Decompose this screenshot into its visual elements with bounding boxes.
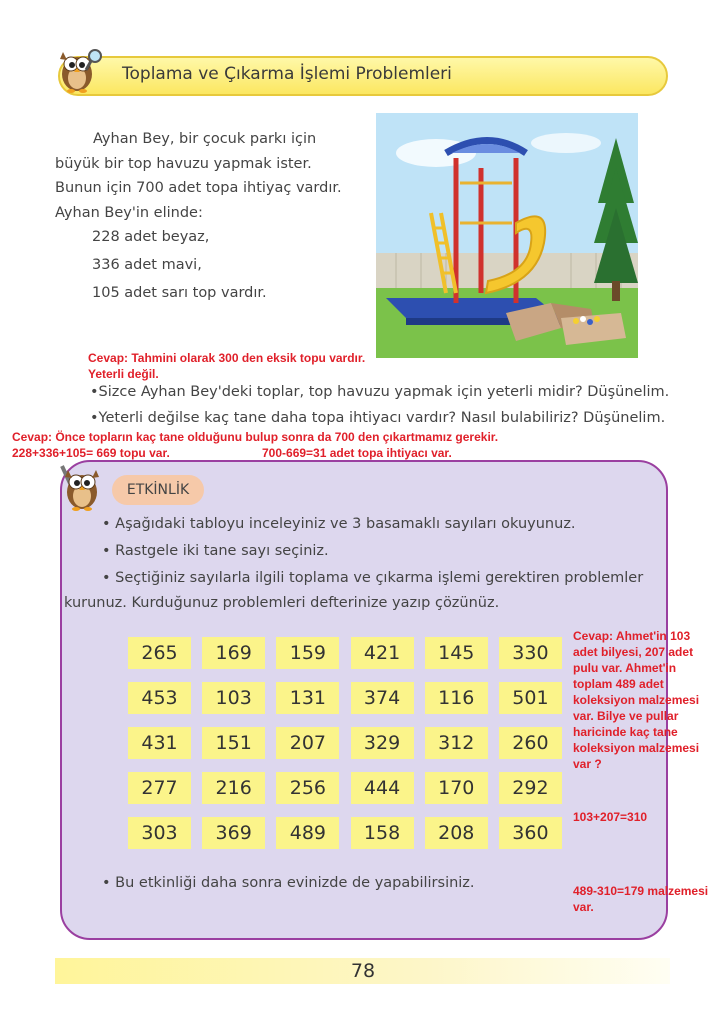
side-answer-calc2-end: var. [573, 900, 594, 914]
number-cell: 116 [425, 682, 488, 714]
activity-label: ETKİNLİK [112, 475, 204, 505]
question-how-many: •Yeterli değilse kaç tane daha topa ihtiyacı vardır? Nasıl bulabiliriz? Düşünelim. [90, 410, 666, 426]
side-answer-line: adet bilyesi, 207 adet [573, 645, 694, 659]
number-cell: 431 [128, 727, 191, 759]
number-cell: 421 [351, 637, 414, 669]
number-cell: 158 [351, 817, 414, 849]
side-answer-line: var. Bilye ve pullar [573, 709, 679, 723]
number-cell: 216 [202, 772, 265, 804]
number-cell: 103 [202, 682, 265, 714]
side-answer-problem [573, 628, 699, 772]
story-item-blue: 336 adet mavi, [92, 257, 202, 273]
number-cell: 265 [128, 637, 191, 669]
playground-illustration [376, 113, 638, 358]
owl-magnifier-icon [55, 44, 103, 94]
side-answer-line: koleksiyon malzemesi [573, 741, 700, 755]
side-answer-calc1: 103+207=310 [573, 810, 648, 824]
side-answer-line: Cevap: Ahmet'in 103 [573, 629, 691, 643]
side-answer-line: pulu var. Ahmet'in [573, 661, 677, 675]
answer-sum: 228+336+105= 669 topu var. [12, 446, 170, 460]
number-cell: 277 [128, 772, 191, 804]
number-cell: 303 [128, 817, 191, 849]
story-item-white: 228 adet beyaz, [92, 229, 210, 245]
answer-estimate-line2: Yeterli değil. [88, 367, 159, 381]
owl-pencil-icon [58, 462, 106, 512]
side-answer-line: koleksiyon malzemesi [573, 693, 700, 707]
number-cell: 170 [425, 772, 488, 804]
page-title: Toplama ve Çıkarma İşlemi Problemleri [122, 64, 452, 84]
question-sufficient: •Sizce Ayhan Bey'deki toplar, top havuzu yapmak için yeterli midir? Düşünelim. [90, 384, 670, 400]
activity-bullet-create-line1: • Seçtiğiniz sayılarla ilgili toplama ve çıkarma işlemi gerektiren problemler [102, 570, 644, 586]
answer-method-line1: Cevap: Önce topların kaç tane olduğunu bulup sonra da 700 den çıkartmamız gerekir. [12, 430, 499, 444]
number-cell: 360 [499, 817, 562, 849]
number-cell: 501 [499, 682, 562, 714]
side-answer-line: haricinde kaç tane [573, 725, 678, 739]
number-cell: 260 [499, 727, 562, 759]
number-cell: 145 [425, 637, 488, 669]
number-cell: 329 [351, 727, 414, 759]
side-answer-line: toplam 489 adet [573, 677, 664, 691]
activity-closing: • Bu etkinliği daha sonra evinizde de yapabilirsiniz. [102, 875, 475, 891]
number-cell: 330 [499, 637, 562, 669]
side-answer-calc2: 489-310=179 malzemesi [573, 884, 709, 898]
number-cell: 207 [276, 727, 339, 759]
number-cell: 489 [276, 817, 339, 849]
number-cell: 312 [425, 727, 488, 759]
story-paragraph: Ayhan Bey, bir çocuk parkı için büyük bir top havuzu yapmak ister. Bunun için 700 adet topa ihtiyaç vardır. Ayhan Bey'in elinde: [55, 131, 342, 221]
answer-estimate-line1: Cevap: Tahmini olarak 300 den eksik topu vardır. [88, 351, 366, 365]
number-cell: 453 [128, 682, 191, 714]
number-cell: 369 [202, 817, 265, 849]
answer-difference: 700-669=31 adet topa ihtiyacı var. [262, 446, 452, 460]
side-answer-line: var ? [573, 757, 602, 771]
activity-bullet-choose: • Rastgele iki tane sayı seçiniz. [102, 543, 329, 559]
number-cell: 374 [351, 682, 414, 714]
activity-bullet-create-line2: kurunuz. Kurduğunuz problemleri defterinize yazıp çözünüz. [64, 595, 500, 611]
number-cell: 159 [276, 637, 339, 669]
number-cell: 444 [351, 772, 414, 804]
number-cell: 256 [276, 772, 339, 804]
number-cell: 292 [499, 772, 562, 804]
number-table [128, 637, 562, 849]
number-cell: 208 [425, 817, 488, 849]
number-cell: 131 [276, 682, 339, 714]
story-item-yellow: 105 adet sarı top vardır. [92, 285, 267, 301]
page-number: 78 [350, 960, 376, 982]
number-cell: 169 [202, 637, 265, 669]
activity-bullet-read: • Aşağıdaki tabloyu inceleyiniz ve 3 basamaklı sayıları okuyunuz. [102, 516, 576, 532]
number-cell: 151 [202, 727, 265, 759]
